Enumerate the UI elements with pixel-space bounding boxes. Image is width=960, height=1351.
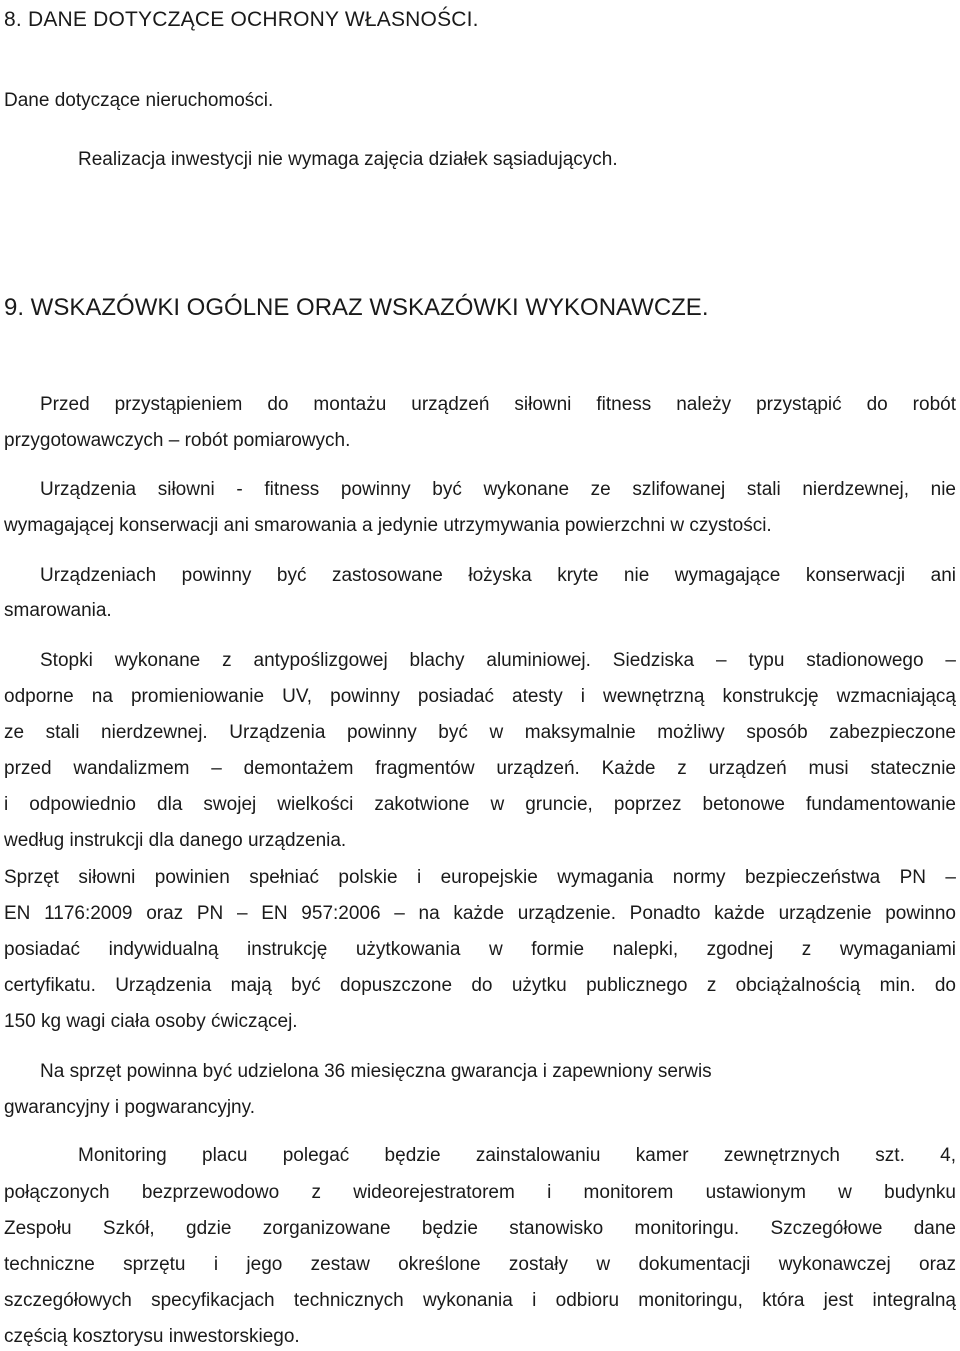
paragraph-line: odporne na promieniowanie UV, powinny posiadać atesty i wewnętrzną konstrukcję wzmacniającą (4, 686, 956, 707)
paragraph-line: przed wandalizmem – demontażem fragmentów urządzeń. Każde z urządzeń musi statecznie (4, 758, 956, 779)
paragraph-line: techniczne sprzętu i jego zestaw określone zostały w dokumentacji wykonawczej oraz (4, 1254, 956, 1275)
paragraph-line: EN 1176:2009 oraz PN – EN 957:2006 – na każde urządzenie. Ponadto każde urządzenie powinno (4, 903, 956, 924)
paragraph-line: i odpowiednio dla swojej wielkości zakotwione w gruncie, poprzez betonowe fundamentowanie (4, 794, 956, 815)
paragraph-line: Na sprzęt powinna być udzielona 36 miesięczna gwarancja i zapewniony serwis (40, 1061, 712, 1082)
paragraph-line: Urządzenia siłowni - fitness powinny być wykonane ze szlifowanej stali nierdzewnej, nie (40, 479, 956, 500)
paragraph-line: posiadać indywidualną instrukcję użytkowania w formie nalepki, zgodnej z wymaganiami (4, 939, 956, 960)
paragraph-line: ze stali nierdzewnej. Urządzenia powinny być w maksymalnie możliwy sposób zabezpieczone (4, 722, 956, 743)
paragraph-line: Monitoring placu polegać będzie zainstalowaniu kamer zewnętrznych szt. 4, (78, 1145, 956, 1166)
paragraph-line: przygotowawczych – robót pomiarowych. (4, 430, 351, 451)
paragraph-line: Zespołu Szkół, gdzie zorganizowane będzie stanowisko monitoringu. Szczegółowe dane (4, 1218, 956, 1239)
paragraph-line: Sprzęt siłowni powinien spełniać polskie i europejskie wymagania normy bezpieczeństwa PN – (4, 867, 956, 888)
paragraph-line: Urządzeniach powinny być zastosowane łożyska kryte nie wymagające konserwacji ani (40, 565, 956, 586)
paragraph-line: połączonych bezprzewodowo z wideorejestratorem i monitorem ustawionym w budynku (4, 1182, 956, 1203)
paragraph-line: gwarancyjny i pogwarancyjny. (4, 1097, 255, 1118)
paragraph-line: szczegółowych specyfikacjach technicznych wykonania i odbioru monitoringu, która jest integralną (4, 1290, 956, 1311)
paragraph-line: 150 kg wagi ciała osoby ćwiczącej. (4, 1011, 298, 1032)
paragraph-line: częścią kosztorysu inwestorskiego. (4, 1326, 300, 1347)
section-9-heading: 9. WSKAZÓWKI OGÓLNE ORAZ WSKAZÓWKI WYKONAWCZE. (4, 294, 709, 321)
section-8-text: Realizacja inwestycji nie wymaga zajęcia działek sąsiadujących. (78, 149, 618, 170)
paragraph-line: certyfikatu. Urządzenia mają być dopuszczone do użytku publicznego z obciążalnością min. do (4, 975, 956, 996)
paragraph-line: Stopki wykonane z antypoślizgowej blachy aluminiowej. Siedziska – typu stadionowego – (40, 650, 956, 671)
paragraph-line: Przed przystąpieniem do montażu urządzeń siłowni fitness należy przystąpić do robót (40, 394, 956, 415)
paragraph-line: według instrukcji dla danego urządzenia. (4, 830, 347, 851)
paragraph-line: wymagającej konserwacji ani smarowania a jedynie utrzymywania powierzchni w czystości. (4, 515, 772, 536)
section-8-subheading: Dane dotyczące nieruchomości. (4, 90, 274, 111)
paragraph-line: smarowania. (4, 600, 112, 621)
section-8-heading: 8. DANE DOTYCZĄCE OCHRONY WŁASNOŚCI. (4, 8, 479, 31)
